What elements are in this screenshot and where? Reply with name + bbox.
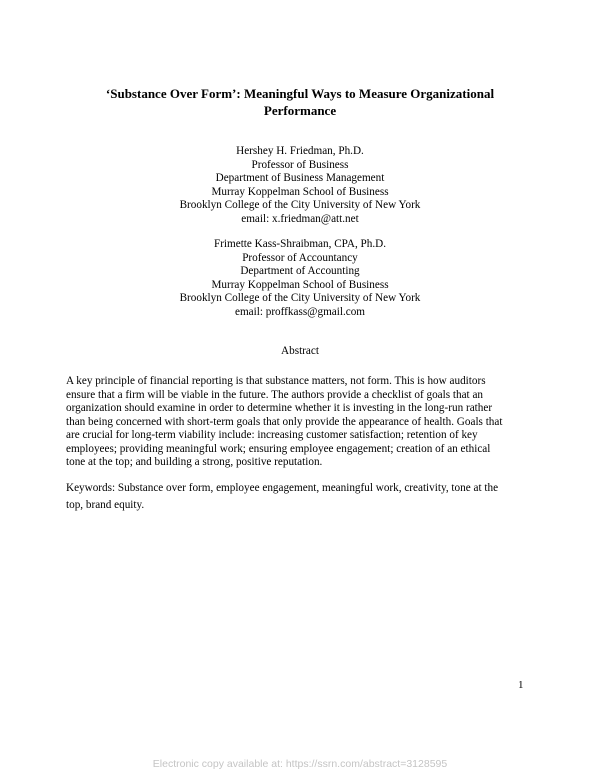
abstract-line: organization should examine in order to determine whether it is investing in the long-run rather bbox=[66, 402, 493, 414]
abstract-line: tone at the top; and building a strong, positive reputation. bbox=[66, 456, 323, 468]
abstract-line: A key principle of financial reporting is that substance matters, not form. This is how auditors bbox=[66, 375, 486, 387]
author-position: Professor of Business bbox=[251, 158, 349, 171]
author-position: Professor of Accountancy bbox=[242, 251, 358, 264]
page-number: 1 bbox=[518, 679, 524, 691]
author-department: Department of Accounting bbox=[240, 265, 360, 278]
abstract-line: employees; providing meaningful work; ensuring employee engagement; creation of an ethical bbox=[66, 442, 491, 455]
author-block-1 bbox=[60, 145, 540, 227]
keywords bbox=[66, 480, 536, 513]
keywords-line-2: top, brand equity. bbox=[66, 498, 145, 511]
author-college: Brooklyn College of the City University of New York bbox=[179, 199, 421, 212]
paper-title bbox=[60, 86, 540, 119]
author-department: Department of Business Management bbox=[215, 172, 385, 185]
ssrn-footer-link[interactable]: Electronic copy available at: https://ssrn.com/abstract=3128595 bbox=[152, 758, 448, 770]
author-email: email: x.friedman@att.net bbox=[241, 212, 359, 225]
author-school: Murray Koppelman School of Business bbox=[211, 278, 389, 291]
author-college: Brooklyn College of the City University of New York bbox=[179, 292, 421, 305]
author-block-2 bbox=[60, 238, 540, 320]
author-school: Murray Koppelman School of Business bbox=[211, 185, 389, 198]
title-line-1: ‘Substance Over Form’: Meaningful Ways to Measure Organizational bbox=[105, 86, 495, 101]
abstract-line: than being concerned with short-term goals that only provide the appearance of health. Goals that bbox=[66, 415, 503, 428]
author-name: Hershey H. Friedman, Ph.D. bbox=[236, 145, 364, 157]
author-name: Frimette Kass-Shraibman, CPA, Ph.D. bbox=[213, 238, 387, 250]
abstract-line: ensure that a firm will be viable in the future. The authors provide a checklist of goals that an bbox=[66, 388, 484, 401]
author-email: email: proffkass@gmail.com bbox=[234, 305, 366, 318]
abstract-body bbox=[66, 375, 536, 470]
keywords-line-1: Keywords: Substance over form, employee engagement, meaningful work, creativity, tone at the bbox=[66, 482, 499, 494]
abstract-heading: Abstract bbox=[281, 345, 319, 357]
title-line-2: Performance bbox=[263, 102, 337, 118]
abstract-line: are crucial for long-term viability include: increasing customer satisfaction; retention of key bbox=[66, 429, 478, 441]
